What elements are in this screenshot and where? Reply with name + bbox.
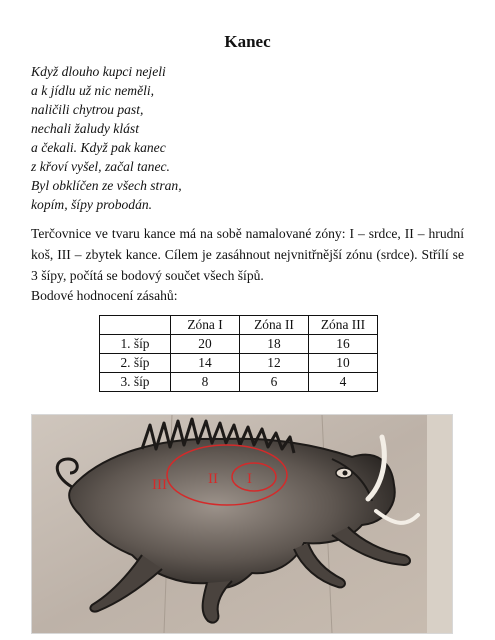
table-cell: 20: [171, 335, 240, 354]
rules-paragraph: Terčovnice ve tvaru kance má na sobě namalované zóny: I – srdce, II – hrudní koš, III – zbytek kance. Cílem je zasáhnout nejvnitřnější zónu (srdce). Střílí se 3 šípy, počítá se bodový součet všech šípů.: [31, 226, 464, 283]
table-cell: 18: [240, 335, 309, 354]
table-cell: 10: [309, 354, 378, 373]
table-header-cell: Zóna II: [240, 316, 309, 335]
scoring-label: Bodové hodnocení zásahů:: [31, 288, 178, 303]
table-header-cell: [100, 316, 171, 335]
table-cell: 12: [240, 354, 309, 373]
poem-line: naličili chytrou past,: [31, 102, 144, 117]
table-header-cell: Zóna III: [309, 316, 378, 335]
zone-label-iii: III: [152, 477, 167, 493]
table-cell: 16: [309, 335, 378, 354]
poem-line: nechali žaludy klást: [31, 121, 139, 136]
table-cell: 14: [171, 354, 240, 373]
table-header-row: [100, 316, 378, 335]
poem-line: z křoví vyšel, začal tanec.: [31, 159, 170, 174]
table-row: [100, 373, 378, 392]
table-cell: 1. šíp: [100, 335, 171, 354]
table-cell: 8: [171, 373, 240, 392]
table-cell: 3. šíp: [100, 373, 171, 392]
score-table: [99, 315, 378, 392]
boar-target-illustration: [32, 415, 452, 633]
table-cell: 4: [309, 373, 378, 392]
poem-line: Byl obklíčen ze všech stran,: [31, 178, 182, 193]
poem-line: Když dlouho kupci nejeli: [31, 64, 166, 79]
poem: [31, 62, 182, 214]
poem-line: a k jídlu už nic neměli,: [31, 83, 155, 98]
zone-label-ii: II: [208, 471, 218, 487]
poem-line: a čekali. Když pak kanec: [31, 140, 166, 155]
boar-target-photo: [31, 414, 453, 634]
table-cell: 6: [240, 373, 309, 392]
table-header-cell: Zóna I: [171, 316, 240, 335]
table-cell: 2. šíp: [100, 354, 171, 373]
poem-line: kopím, šípy probodán.: [31, 197, 153, 212]
table-row: [100, 335, 378, 354]
document-title: Kanec: [224, 32, 271, 51]
table-row: [100, 354, 378, 373]
zone-label-i: I: [247, 471, 252, 487]
